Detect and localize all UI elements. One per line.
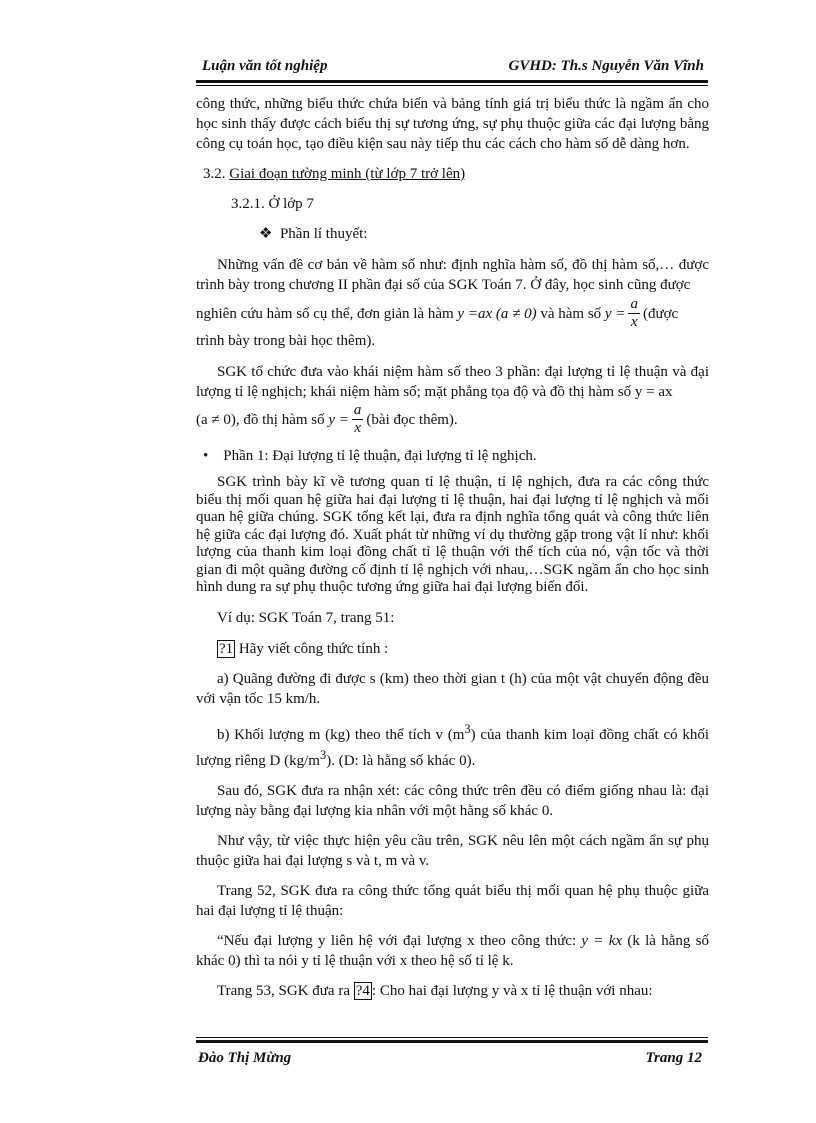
paragraph-3-text: SGK tổ chức đưa vào khái niệm hàm số theo 3 phần: đại lượng tỉ lệ thuận và đại lượng tỉ lệ nghịch; khái niệm hàm số; mặt phẳng tọa độ và đồ thị hàm số y = ax	[196, 364, 709, 400]
footer-rule-thick	[196, 1040, 708, 1043]
paragraph-2-formula-line	[196, 296, 709, 331]
fraction-denominator: x	[630, 314, 638, 330]
page-header	[196, 58, 708, 78]
paragraph-2-end: trình bày trong bài học thêm).	[196, 333, 376, 349]
paragraph-8-part-1: “Nếu đại lượng y liên hệ với đại lượng x theo công thức:	[217, 932, 577, 949]
section-title: Giai đoạn tường minh (từ lớp 7 trở lên)	[229, 166, 466, 182]
fraction-denominator-2: x	[354, 420, 361, 436]
question-b-part-1: b) Khối lượng m (kg) theo thể tích v (m	[217, 726, 465, 743]
paragraph-2	[196, 255, 709, 351]
question-1-box: ?1	[219, 640, 234, 657]
part-1-heading	[196, 446, 709, 466]
example-line: Ví dụ: SGK Toán 7, trang 51:	[217, 609, 395, 626]
formula-y-kx: y = kx	[581, 932, 623, 949]
question-a: a) Quãng đường đi được s (km) theo thời gian t (h) của một vật chuyển động đều với vận tốc 15 km/h.	[196, 670, 709, 707]
paragraph-3-part: (a ≠ 0), đồ thị hàm số	[196, 411, 325, 428]
footer-rule-thin	[196, 1037, 708, 1038]
subsection-heading: 3.2.1. Ở lớp 7	[231, 196, 314, 212]
formula-y-equals-2: y =	[328, 411, 349, 428]
paragraph-1: công thức, những biểu thức chứa biến và bảng tính giá trị biểu thức là ngầm ẩn cho học sinh thấy được cách biểu thị sự tương ứng, sự phụ thuộc giữa các đại lượng bằng công cụ toán học, tạo điều kiện sau này tiếp thu các cách cho hàm số dễ dàng hơn.	[196, 96, 709, 152]
paragraph-2-text: Những vấn đề cơ bản về hàm số như: định nghĩa hàm số, đồ thị hàm số,… được trình bày trong chương II phần đại số của SGK Toán 7. Ở đây, học sinh cũng được	[196, 257, 709, 293]
header-thesis-title: Luận văn tốt nghiệp	[202, 58, 328, 74]
header-rule-thin	[196, 85, 708, 86]
part-1-title: Phần 1: Đại lượng tỉ lệ thuận, đại lượng tỉ lệ nghịch.	[223, 448, 537, 464]
page-footer	[196, 1050, 708, 1070]
paragraph-9-part-2: : Cho hai đại lượng y và x tỉ lệ thuận với nhau:	[371, 982, 653, 999]
question-1-text: Hãy viết công thức tính :	[238, 640, 389, 657]
paragraph-5: Sau đó, SGK đưa ra nhận xét: các công thức trên đều có điểm giống nhau là: đại lượng này bằng đại lượng kia nhân với một hằng số khác 0.	[196, 782, 709, 819]
paragraph-3-formula-line	[196, 402, 709, 437]
footer-author: Đào Thị Mừng	[198, 1050, 292, 1066]
question-b	[196, 719, 709, 771]
fraction-numerator: a	[630, 296, 638, 312]
theory-heading	[196, 224, 709, 244]
paragraph-9-part-1: Trang 53, SGK đưa ra	[217, 982, 350, 999]
paragraph-7: Trang 52, SGK đưa ra công thức tổng quát biểu thị mối quan hệ phụ thuộc giữa hai đại lượng tỉ lệ thuận:	[196, 882, 709, 919]
section-number: 3.2.	[203, 166, 226, 182]
paragraph-2-part: nghiên cứu hàm số cụ thể, đơn giản là hàm	[196, 305, 454, 322]
fraction-a-over-x	[628, 296, 640, 331]
paragraph-3	[196, 362, 709, 437]
diamond-bullet-icon: ❖	[259, 226, 273, 242]
fraction-a-over-x-2	[352, 402, 364, 437]
paragraph-9	[196, 981, 709, 1001]
header-rule-thick	[196, 80, 708, 83]
paragraph-6: Như vậy, từ việc thực hiện yêu cầu trên, SGK nêu lên một cách ngầm ẩn sự phụ thuộc giữa hai đại lượng s và t, m và v.	[196, 832, 709, 869]
dot-bullet-icon: •	[203, 448, 209, 464]
question-1	[196, 639, 709, 659]
superscript-3b: 3	[319, 747, 327, 762]
fraction-numerator-2: a	[353, 402, 362, 418]
paragraph-3-part-2: (bài đọc thêm).	[366, 411, 458, 428]
header-advisor: GVHD: Th.s Nguyễn Văn Vĩnh	[508, 58, 704, 74]
page-body	[196, 94, 709, 1001]
question-b-part-2: ) của thanh kim loại đồng chất có khối lượng riêng D (kg/m	[196, 726, 709, 769]
paragraph-2-part-3: (được	[642, 305, 679, 322]
section-heading	[196, 164, 709, 184]
footer-page-number: Trang 12	[645, 1050, 702, 1066]
paragraph-2-part-2: và hàm số	[540, 305, 602, 322]
formula-y-ax: y =ax (a ≠ 0)	[457, 305, 537, 322]
paragraph-4: SGK trình bày kĩ về tương quan tỉ lệ thuận, tỉ lệ nghịch, đưa ra các công thức biểu thị mối quan hệ giữa hai đại lượng tỉ lệ thuận, hai đại lượng tỉ lệ nghịch và mối quan hệ giữa chúng. SGK tổng kết lại, đưa ra định nghĩa tổng quát và công thức liên hệ giữa các đại lượng đó. Xuất phát từ những ví dụ thường gặp trong vật lí như: khối lượng của thanh kim loại đồng chất tỉ lệ thuận với thể tích của nó, vận tốc và thời gian đi một quãng đường cố định tỉ lệ nghịch với nhau,…SGK ngầm ẩn cho học sinh hình dung ra sự phụ thuộc tương ứng giữa hai đại lượng biến đổi.	[196, 474, 709, 595]
question-b-part-3: ). (D: là hằng số khác 0).	[326, 752, 476, 769]
paragraph-8	[196, 931, 709, 971]
superscript-3: 3	[464, 721, 471, 736]
formula-y-equals: y =	[604, 305, 626, 322]
paragraph-8-part-2: (k là hằng số khác 0) thì ta nói y tỉ lệ thuận với x theo hệ số tỉ lệ k.	[196, 932, 710, 969]
theory-label: Phần lí thuyết:	[279, 226, 368, 242]
question-4-box: ?4	[355, 982, 370, 999]
